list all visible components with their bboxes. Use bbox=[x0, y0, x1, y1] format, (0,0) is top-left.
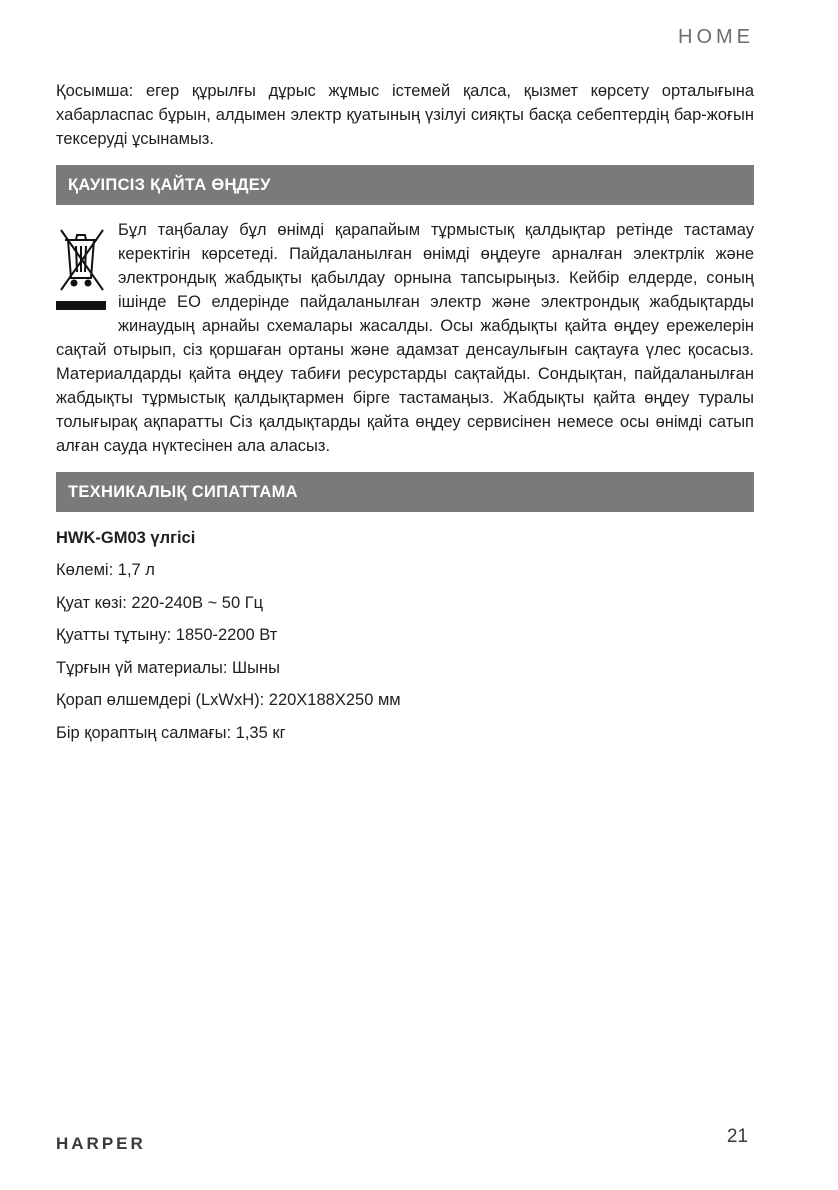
page-number: 21 bbox=[726, 1126, 748, 1147]
spec-box-weight: Бір қораптың салмағы: 1,35 кг bbox=[56, 723, 286, 742]
recycling-heading: ҚАУІПСІЗ ҚАЙТА ӨҢДЕУ bbox=[56, 165, 754, 205]
page-content bbox=[56, 79, 754, 754]
crossed-out-wheelie-bin-icon bbox=[56, 222, 108, 320]
spec-housing-material: Тұрғын үй материалы: Шыны bbox=[56, 658, 281, 677]
specs-heading: ТЕХНИКАЛЫҚ СИПАТТАМА bbox=[56, 472, 754, 512]
spec-power-consumption: Қуатты тұтыну: 1850-2200 Вт bbox=[56, 626, 278, 644]
recycle-bar-marker bbox=[56, 301, 106, 310]
spec-power-source: Қуат көзі: 220-240В ~ 50 Гц bbox=[56, 593, 264, 612]
brand-logo: HARPER bbox=[56, 1134, 146, 1153]
intro-note: Қосымша: егер құрылғы дұрыс жұмыс істемей қалса, қызмет көрсету орталығына хабарласпас бұрын, алдымен электр қуатының үзілуі сияқты басқа себептердің бар-жоғын тексеруді ұсынамыз. bbox=[56, 82, 754, 148]
recycling-text: Бұл таңбалау бұл өнімді қарапайым тұрмыстық қалдықтар ретінде тастамау керектігін көрсетеді. Пайдаланылған өнімді өңдеуге арналған электрлік және электрондық жабдықты қабылдау орнына тапсырыңыз. Кейбір елдерде, соның ішінде ЕО елдерінде пайдаланылған электр және электрондық жабдықтарды жинаудың арнайы схемалары жасалды. Осы жабдықты қайта өңдеу ережелерін сақтай отырып, сіз қоршаған ортаны және адамзат денсаулығын сақтауға үлес қосасыз. Материалдарды қайта өңдеу табиғи ресурстарды сақтайды. Сондықтан, пайдаланылған жабдықты тұрмыстық қалдықтармен бірге тастамаңыз. Жабдықты қайта өңдеу туралы толығырақ ақпаратты Сіз қалдықтарды қайта өңдеу сервисінен немесе осы өнімді сатып алған сауда нүктесінен ала аласыз. bbox=[56, 221, 754, 455]
spec-box-dimensions: Қорап өлшемдері (LxWxH): 220X188X250 мм bbox=[56, 691, 401, 709]
specs-list bbox=[56, 527, 754, 744]
recycling-section bbox=[56, 218, 754, 458]
home-logo: HOME bbox=[678, 26, 754, 48]
model-name: HWK-GM03 үлгісі bbox=[56, 529, 196, 547]
spec-volume: Көлемі: 1,7 л bbox=[56, 561, 155, 579]
